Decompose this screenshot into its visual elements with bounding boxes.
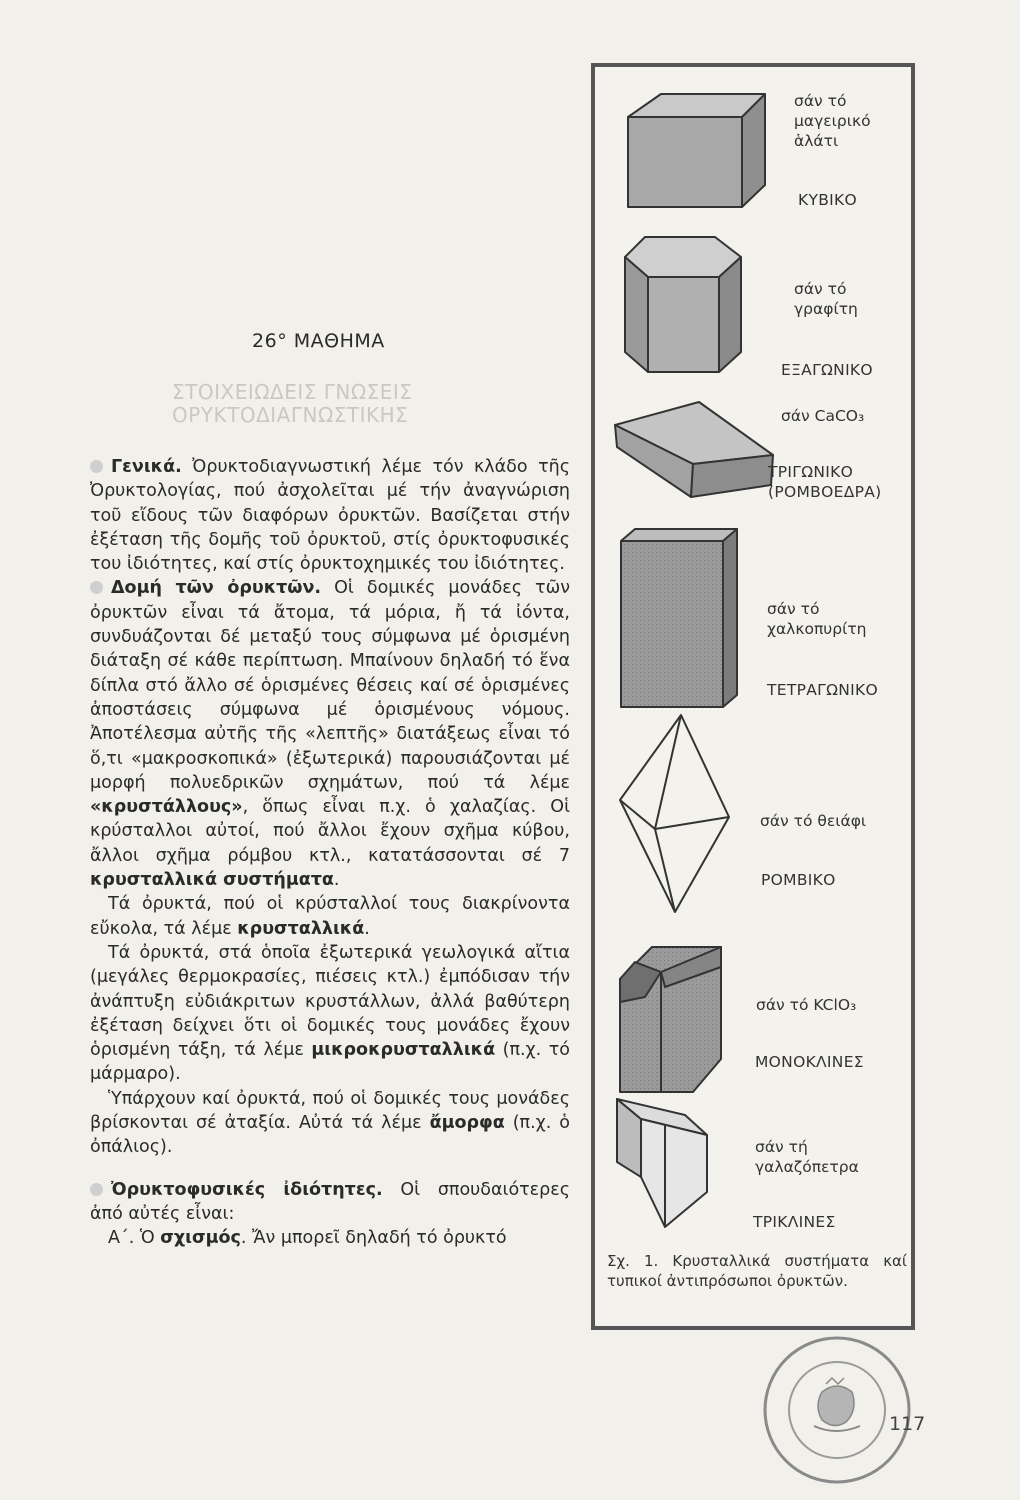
example-trigonal: σάν CaCO₃: [781, 407, 865, 425]
cubic-crystal-drawing: [628, 94, 765, 207]
bullet-icon: [90, 581, 103, 594]
figure-caption: Σχ. 1. Κρυσταλλικά συστήματα καί τυπικοί ἀντιπρόσωποι ὀρυκτῶν.: [607, 1252, 907, 1290]
trigonal-crystal-drawing: [615, 402, 773, 497]
library-stamp: [742, 1330, 932, 1490]
page-number: 117: [889, 1413, 926, 1435]
example-cubic: σάν τό μαγειρικό ἁλάτι: [794, 92, 871, 150]
system-hexagonal: ΕΞΑΓΩΝΙΚΟ: [781, 361, 873, 379]
paragraph-general: Γενικά. Ὀρυκτοδιαγνωστική λέμε τόν κλάδο τῆς Ὀρυκτολογίας, πού ἀσχολεῖται μέ τήν ἀναγνώριση τοῦ εἴδους τῶν διαφόρων ὀρυκτῶν. Βασίζεται στήν ἐξέταση τῆς δομῆς τοῦ ὀρυκτοῦ, στίς ὀρυκτοφυσικές του ἰδιότητες, καί στίς ὀρυκτοχημικές του ἰδιότητες.: [90, 457, 570, 575]
example-rhombic: σάν τό θειάφι: [760, 812, 867, 830]
paragraph-amorphous: Ὑπάρχουν καί ὀρυκτά, πού οἱ δομικές τους μονάδες βρίσκονται σέ ἀταξία. Αὐτά τά λέμε ἄμορφα (π.χ. ὁ ὀπάλιος).: [90, 1088, 570, 1158]
triclinic-crystal-drawing: [617, 1099, 707, 1227]
title-line-1: ΣΤΟΙΧΕΙΩΔΕΙΣ ΓΝΩΣΕΙΣ: [172, 380, 413, 404]
example-tetragonal: σάν τό χαλκοπυρίτη: [767, 600, 867, 638]
monoclinic-crystal-drawing: [620, 947, 721, 1092]
lesson-heading: 26° ΜΑΘΗΜΑ: [252, 330, 385, 352]
example-monoclinic: σάν τό KClO₃: [756, 996, 857, 1014]
tetragonal-crystal-drawing: [621, 529, 737, 707]
system-trigonal: ΤΡΙΓΩΝΙΚΟ (ΡΟΜΒΟΕΔΡΑ): [768, 463, 882, 501]
bullet-icon: [90, 1183, 103, 1196]
system-rhombic: ΡΟΜΒΙΚΟ: [761, 871, 836, 889]
system-triclinic: ΤΡΙΚΛΙΝΕΣ: [753, 1213, 836, 1231]
title-line-2: ΟΡΥΚΤΟΔΙΑΓΝΩΣΤΙΚΗΣ: [172, 403, 409, 427]
example-hexagonal: σάν τό γραφίτη: [794, 280, 858, 318]
paragraph-crystalline: Τά ὀρυκτά, πού οἱ κρύσταλλοί τους διακρίνοντα εὔκολα, τά λέμε κρυσταλλικά.: [90, 894, 570, 939]
system-tetragonal: ΤΕΤΡΑΓΩΝΙΚΟ: [767, 681, 878, 699]
paragraph-microcrystalline: Τά ὀρυκτά, στά ὁποῖα ἐξωτερικά γεωλογικά αἴτια (μεγάλες θερμοκρασίες, πιέσεις κτλ.) ἐμπόδισαν τήν ἀνάπτυξη εὐδιάκριτων κρυστάλλων, ἀλλά βαθύτερη ἐξέταση δείχνει ὅτι οἱ δομικές τους μονάδες ἔχουν ὁρισμένη τάξη, τά λέμε μικροκρυσταλλικά (π.χ. τό μάρμαρο).: [90, 942, 570, 1085]
system-monoclinic: ΜΟΝΟΚΛΙΝΕΣ: [755, 1053, 864, 1071]
hexagonal-crystal-drawing: [625, 237, 741, 372]
paragraph-physical: Ὀρυκτοφυσικές ἰδιότητες. Οἱ σπουδαιότερες ἀπό αὐτές εἶναι:: [90, 1179, 570, 1224]
paragraph-cleavage: Α΄. Ὁ σχισμός. Ἄν μπορεῖ δηλαδή τό ὀρυκτό: [108, 1228, 507, 1249]
main-text: [90, 455, 570, 1251]
example-triclinic: σάν τή γαλαζόπετρα: [755, 1138, 859, 1176]
system-cubic: ΚΥΒΙΚΟ: [798, 191, 858, 209]
bullet-icon: [90, 460, 103, 473]
crystal-systems-figure: [591, 63, 915, 1330]
paragraph-structure: Δομή τῶν ὀρυκτῶν. Οἱ δομικές μονάδες τῶν ὀρυκτῶν εἶναι τά ἄτομα, τά μόρια, ἤ τά ἰόντα, συνδυάζονται δέ μεταξύ τους σύμφωνα μέ ὁρισμένη διάταξη σέ κάθε περίπτωση. Μπαίνουν δηλαδή τό ἕνα δίπλα στό ἄλλο σέ ὁρισμένες θέσεις καί σέ ὁρισμένες ἀποστάσεις σύμφωνα μέ ὁρισμένους νόμους. Ἀποτέλεσμα αὐτῆς τῆς «λεπτῆς» διατάξεως εἶναι τό ὅ,τι «μακροσκοπικά» (ἐξωτερικά) παρουσιάζονται μέ μορφή πολυεδρικῶν σχημάτων, πού τά λέμε «κρυστάλλους», ὅπως εἶναι π.χ. ὁ χαλαζίας. Οἱ κρύσταλλοι αὐτοί, πού ἄλλοι ἔχουν σχῆμα κύβου, ἄλλοι σχῆμα ρόμβου κτλ., κατατάσσονται σέ 7 κρυσταλλικά συστήματα.: [90, 578, 571, 891]
rhombic-crystal-drawing: [620, 715, 729, 912]
